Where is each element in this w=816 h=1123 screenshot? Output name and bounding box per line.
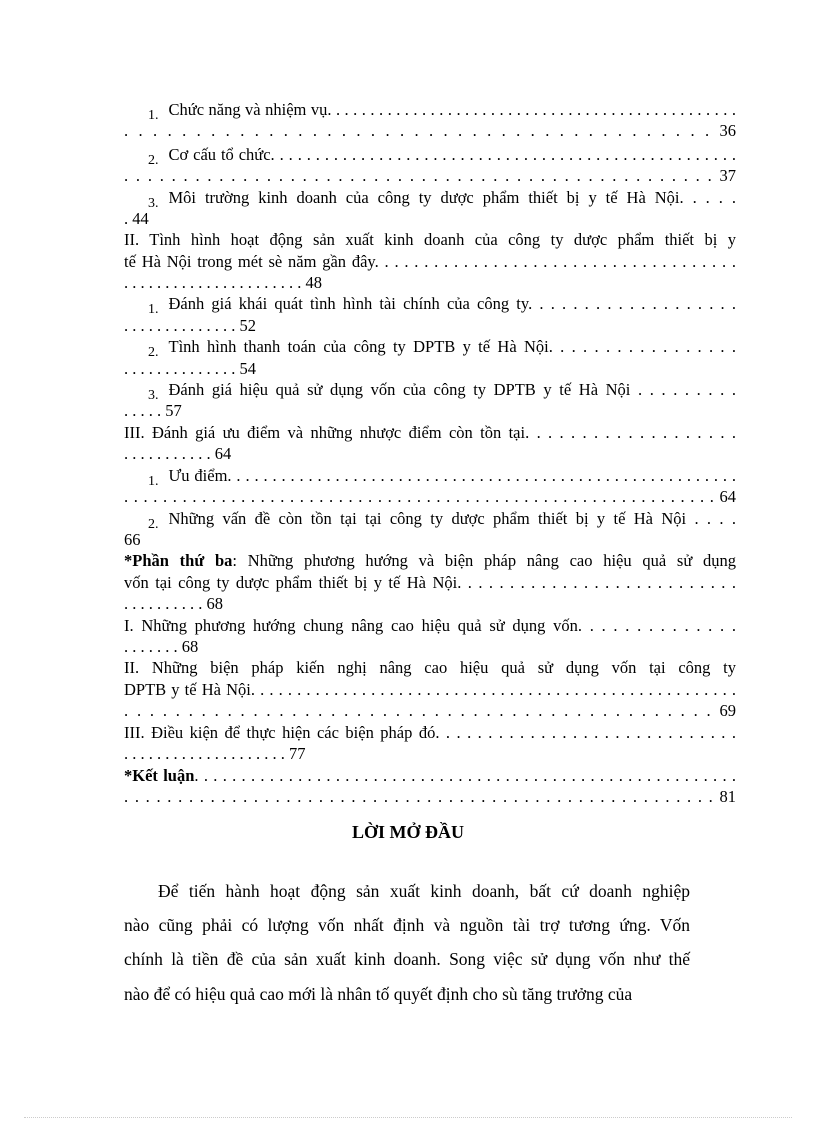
toc-line-text: 66 xyxy=(124,530,141,549)
toc-line xyxy=(124,121,736,141)
toc-line-text: . . . . . . . . . . . . . . . . . . . . . . . . . . . . . . . . . . . . . . . . . . . . . . . . . . . . . . . . . . xyxy=(194,766,736,785)
toc-line xyxy=(124,252,736,272)
toc-line-text: DPTB y tế Hà Nội. . . . . . . . . . . . . . . . . . . . . . . . . . . . . . . . . . . . . . . . . . . . . . . . . . . . . xyxy=(124,680,736,699)
toc-line xyxy=(124,487,736,507)
toc-line-text: . . . . . . . . . . 68 xyxy=(124,594,223,613)
toc-line-text: I. Những phương hướng chung nâng cao hiệu quả sử dụng vốn. . . . . . . . . . . . . . xyxy=(124,616,736,635)
toc-line xyxy=(124,594,223,614)
toc-bold-label: *Kết luận xyxy=(124,766,195,785)
toc-item-number: 2. xyxy=(148,345,159,360)
toc-line xyxy=(148,188,736,214)
intro-heading: LỜI MỞ ĐẦU xyxy=(352,822,464,842)
toc-line xyxy=(124,551,736,571)
toc-line xyxy=(124,787,736,807)
toc-line-text: II. Những biện pháp kiến nghị nâng cao hiệu quả sử dụng vốn tại công ty xyxy=(124,658,736,677)
toc-line-text: . . . . . . . . . . . . . . . . . . . . . . 48 xyxy=(124,273,322,292)
toc-line-text: III. Đánh giá ưu điểm và những nhược điểm còn tồn tại. . . . . . . . . . . . . . . . . . . xyxy=(124,423,736,442)
toc-line-text: . . . . . . . . . . . . . . . . . . . . . . . . . . . . . . . . . . . . . . . . . . . . . . . . . . 37 xyxy=(124,166,736,185)
toc-line-text: tế Hà Nội trong mét sè năm gần đây. . . . . . . . . . . . . . . . . . . . . . . . . . . . . . . . . . . . . xyxy=(124,252,736,271)
toc-line xyxy=(124,616,736,636)
toc-line xyxy=(124,680,736,700)
toc-line-text: Những vấn đề còn tồn tại tại công ty dược phẩm thiết bị y tế Hà Nội . . . . xyxy=(168,509,736,528)
toc-line-text: vốn tại công ty dược phẩm thiết bị y tế Hà Nội. . . . . . . . . . . . . . . . . . . . . . . . . . . xyxy=(124,573,736,592)
toc-line xyxy=(124,744,306,764)
toc-line xyxy=(124,637,198,657)
toc-line-text: . . . . . . . . . . . . . . . . . . . . . . . . . . . . . . . . . . . . . . . . . . . . . . 69 xyxy=(124,701,736,720)
toc-line xyxy=(124,359,256,379)
toc-line-text: . . . . . . . . . . . . . . . . . . . . . . . . . . . . . . . . . . . . . . . . . . . . . . . . . . . . . . . 81 xyxy=(124,787,736,806)
intro-paragraph-line: Để tiến hành hoạt động sản xuất kinh doanh, bất cứ doanh nghiệp xyxy=(158,881,690,901)
toc-line xyxy=(124,209,149,229)
toc-line xyxy=(124,273,322,293)
toc-line xyxy=(124,766,736,786)
toc-line-text: III. Điều kiện để thực hiện các biện pháp đó. . . . . . . . . . . . . . . . . . . . . . . . . . . . . xyxy=(124,723,736,742)
toc-line xyxy=(124,723,736,743)
toc-line-text: Chức năng và nhiệm vụ. . . . . . . . . . . . . . . . . . . . . . . . . . . . . . . . . . . . . . . . . . . . . . . . xyxy=(168,100,736,119)
toc-item-number: 3. xyxy=(148,196,159,211)
toc-line-text: Ưu điểm. . . . . . . . . . . . . . . . . . . . . . . . . . . . . . . . . . . . . . . . . . . . . . . . . . . . . . . . . xyxy=(168,466,736,485)
intro-paragraph-line: nào để có hiệu quả cao mới là nhân tố quyết định cho sù tăng trưởng của xyxy=(124,984,633,1004)
toc-line-text: Môi trường kinh doanh của công ty dược phẩm thiết bị y tế Hà Nội. . . . . xyxy=(168,188,736,207)
toc-line-text: Đánh giá hiệu quả sử dụng vốn của công ty DPTB y tế Hà Nội . . . . . . . . . xyxy=(168,380,736,399)
toc-line-text: . . . . . . . . . . . . . . 52 xyxy=(124,316,256,335)
toc-line-text: Tình hình thanh toán của công ty DPTB y tế Hà Nội. . . . . . . . . . . . . . . . . xyxy=(168,337,736,356)
toc-line-text: . . . . . 57 xyxy=(124,401,182,420)
toc-line-text: II. Tình hình hoạt động sản xuất kinh doanh của công ty dược phẩm thiết bị y xyxy=(124,230,736,249)
toc-line xyxy=(124,166,736,186)
toc-line xyxy=(124,658,736,678)
intro-paragraph-line: nào cũng phải có lượng vốn nhất định và nguồn tài trợ tương ứng. Vốn xyxy=(124,915,690,935)
intro-paragraph-line: chính là tiền đề của sản xuất kinh doanh. Song việc sử dụng vốn như thế xyxy=(124,949,690,969)
toc-line xyxy=(124,573,736,593)
toc-line-text: . . . . . . . . . . . . . . . . . . . . . . . . . . . . . . . . . . . . . . . . . 36 xyxy=(124,121,736,140)
toc-line-text: . . . . . . . 68 xyxy=(124,637,199,656)
toc-line xyxy=(124,530,141,550)
toc-line-text: . 44 xyxy=(124,209,149,228)
toc-line-text: : Những phương hướng và biện pháp nâng cao hiệu quả sử dụng xyxy=(232,551,736,570)
toc-line xyxy=(124,316,256,336)
toc-line xyxy=(148,380,736,406)
toc-item-number: 1. xyxy=(148,108,159,123)
toc-line-text: . . . . . . . . . . . . . . 54 xyxy=(124,359,256,378)
toc-bold-label: *Phần thứ ba xyxy=(124,551,233,570)
toc-line-text: . . . . . . . . . . . 64 xyxy=(124,444,232,463)
toc-line xyxy=(124,701,736,721)
toc-line xyxy=(148,509,736,535)
page-footer-rule xyxy=(24,1117,792,1118)
toc-line-text: Đánh giá khái quát tình hình tài chính của công ty. . . . . . . . . . . . . . . . . . . xyxy=(168,294,736,313)
toc-line-text: . . . . . . . . . . . . . . . . . . . . . . . . . . . . . . . . . . . . . . . . . . . . . . . . . . . . . . . . . . . . . 64 xyxy=(124,487,736,506)
toc-item-number: 2. xyxy=(148,153,159,168)
toc-item-number: 1. xyxy=(148,302,159,317)
toc-item-number: 2. xyxy=(148,517,159,532)
toc-line xyxy=(124,444,231,464)
toc-line xyxy=(124,423,736,443)
toc-line-text: Cơ cấu tổ chức. . . . . . . . . . . . . . . . . . . . . . . . . . . . . . . . . . . . . . . . . . . . . . . . . . . . xyxy=(168,145,736,164)
toc-line-text: . . . . . . . . . . . . . . . . . . . . 77 xyxy=(124,744,306,763)
toc-item-number: 1. xyxy=(148,474,159,489)
toc-line xyxy=(124,401,182,421)
toc-item-number: 3. xyxy=(148,388,159,403)
toc-line xyxy=(124,230,736,250)
